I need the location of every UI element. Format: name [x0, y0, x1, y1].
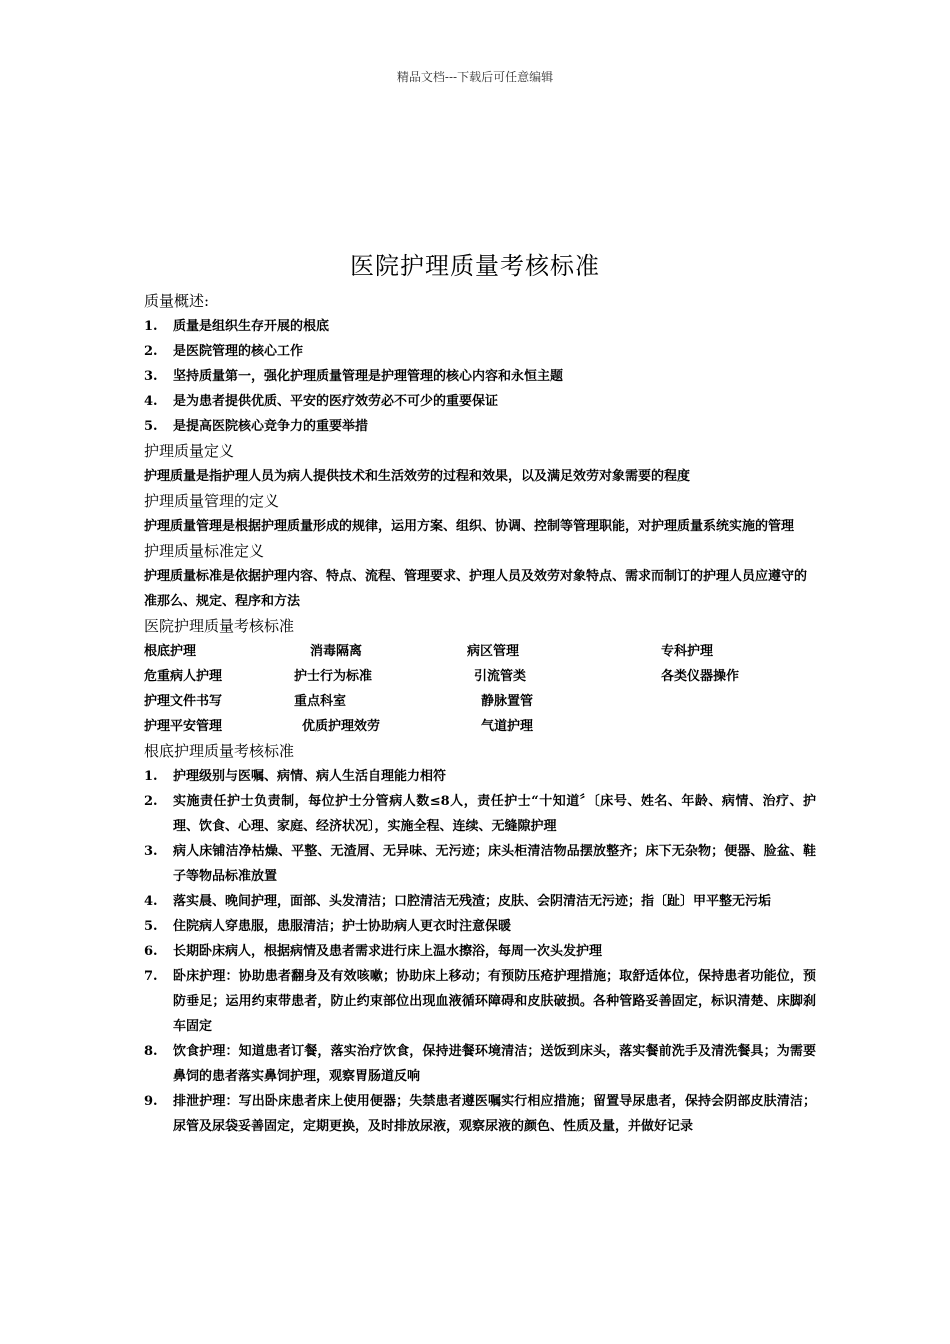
list-item — [144, 339, 816, 364]
page-header: 精品文档---下载后可任意编辑 — [396, 70, 554, 84]
list-item — [144, 364, 816, 389]
grid-row — [144, 664, 816, 689]
section-heading-hospital-standards: 医院护理质量考核标准 — [144, 617, 295, 635]
grid-cell: 护理文件书写 — [144, 694, 223, 709]
item-number: 5. — [144, 919, 158, 934]
item-text: 卧床护理：协助患者翻身及有效咳嗽；协助床上移动；有预防压疮护理措施；取舒适体位，保持患者功能位，预防垂足；运用约束带患者，防止约束部位出现血液循环障碍和皮肤破损。各种管路妥善固定，标识清楚、床脚刹车固定 — [173, 969, 816, 1034]
item-text: 饮食护理：知道患者订餐，落实治疗饮食，保持进餐环境清洁；送饭到床头，落实餐前洗手及清洗餐具；为需要鼻饲的患者落实鼻饲护理，观察胃肠道反响 — [173, 1044, 816, 1084]
item-text: 护理级别与医嘱、病情、病人生活自理能力相符 — [173, 769, 447, 784]
item-text: 排泄护理：写出卧床患者床上使用便器；失禁患者遵医嘱实行相应措施；留置导尿患者，保持会阴部皮肤清洁；尿管及尿袋妥善固定，定期更换，及时排放尿液，观察尿液的颜色、性质及量，并做好记录 — [173, 1094, 816, 1134]
item-text: 病人床铺洁净枯燥、平整、无渣屑、无异味、无污迹；床头柜清洁物品摆放整齐；床下无杂物；便器、脸盆、鞋子等物品标准放置 — [173, 844, 816, 884]
list-item — [144, 789, 816, 839]
list-item — [144, 314, 816, 339]
quality-overview-list — [144, 314, 816, 439]
item-text: 是提高医院核心竞争力的重要举措 — [173, 419, 369, 434]
item-text: 是为患者提供优质、平安的医疗效劳必不可少的重要保证 — [173, 394, 499, 409]
item-text: 质量是组织生存开展的根底 — [173, 319, 330, 334]
nursing-quality-standard-definition-text: 护理质量标准是依据护理内容、特点、流程、管理要求、护理人员及效劳对象特点、需求而制订的护理人员应遵守的准那么、规定、程序和方法 — [144, 569, 808, 609]
item-text: 实施责任护士负责制，每位护士分管病人数≤8人，责任护士“十知道〞〔床号、姓名、年龄、病情、治疗、护理、饮食、心理、家庭、经济状况〕，实施全程、连续、无缝隙护理 — [173, 794, 816, 834]
grid-row — [144, 689, 816, 714]
nursing-quality-management-definition-text: 护理质量管理是根据护理质量形成的规律，运用方案、组织、协调、控制等管理职能，对护理质量系统实施的管理 — [144, 519, 795, 534]
item-number: 8. — [144, 1044, 158, 1059]
basic-nursing-list — [144, 764, 816, 1139]
list-item — [144, 889, 816, 914]
grid-cell: 重点科室 — [294, 694, 347, 709]
grid-cell: 专科护理 — [661, 644, 714, 659]
item-number: 1. — [144, 319, 158, 334]
grid-cell: 根底护理 — [144, 644, 197, 659]
item-number: 4. — [144, 894, 158, 909]
item-number: 3. — [144, 844, 158, 859]
item-number: 4. — [144, 394, 158, 409]
item-text: 坚持质量第一，强化护理质量管理是护理管理的核心内容和永恒主题 — [173, 369, 564, 384]
grid-cell: 消毒隔离 — [310, 644, 363, 659]
item-number: 3. — [144, 369, 158, 384]
grid-cell: 气道护理 — [481, 719, 534, 734]
grid-cell: 护士行为标准 — [294, 669, 373, 684]
item-number: 2. — [144, 794, 158, 809]
section-heading-nursing-quality-management-definition: 护理质量管理的定义 — [144, 492, 280, 510]
grid-cell: 病区管理 — [467, 644, 520, 659]
list-item — [144, 964, 816, 1039]
section-heading-quality-overview: 质量概述: — [144, 292, 210, 310]
grid-cell: 护理平安管理 — [144, 719, 223, 734]
item-number: 9. — [144, 1094, 158, 1109]
item-text: 住院病人穿患服，患服清洁；护士协助病人更衣时注意保暖 — [173, 919, 512, 934]
grid-cell: 优质护理效劳 — [302, 719, 381, 734]
list-item — [144, 914, 816, 939]
section-heading-nursing-quality-definition: 护理质量定义 — [144, 442, 235, 460]
section-heading-basic-nursing: 根底护理质量考核标准 — [144, 742, 295, 760]
grid-row — [144, 639, 816, 664]
item-text: 长期卧床病人，根据病情及患者需求进行床上温水擦浴，每周一次头发护理 — [173, 944, 603, 959]
list-item — [144, 764, 816, 789]
hospital-standards-grid — [144, 639, 816, 739]
item-text: 是医院管理的核心工作 — [173, 344, 304, 359]
item-number: 1. — [144, 769, 158, 784]
list-item — [144, 389, 816, 414]
item-number: 6. — [144, 944, 158, 959]
grid-cell: 静脉置管 — [481, 694, 534, 709]
grid-cell: 各类仪器操作 — [661, 669, 740, 684]
nursing-quality-definition-text: 护理质量是指护理人员为病人提供技术和生活效劳的过程和效果，以及满足效劳对象需要的程度 — [144, 469, 691, 484]
grid-row — [144, 714, 816, 739]
document-body — [144, 289, 816, 1139]
grid-cell: 危重病人护理 — [144, 669, 223, 684]
item-number: 5. — [144, 419, 158, 434]
list-item — [144, 939, 816, 964]
list-item — [144, 1089, 816, 1139]
item-number: 2. — [144, 344, 158, 359]
grid-cell: 引流管类 — [474, 669, 527, 684]
list-item — [144, 1039, 816, 1089]
list-item — [144, 839, 816, 889]
item-text: 落实晨、晚间护理，面部、头发清洁；口腔清洁无残渣；皮肤、会阴清洁无污迹；指〔趾〕甲平整无污垢 — [173, 894, 772, 909]
section-heading-nursing-quality-standard-definition: 护理质量标准定义 — [144, 542, 265, 560]
page-title: 医院护理质量考核标准 — [350, 252, 600, 280]
item-number: 7. — [144, 969, 158, 984]
list-item — [144, 414, 816, 439]
